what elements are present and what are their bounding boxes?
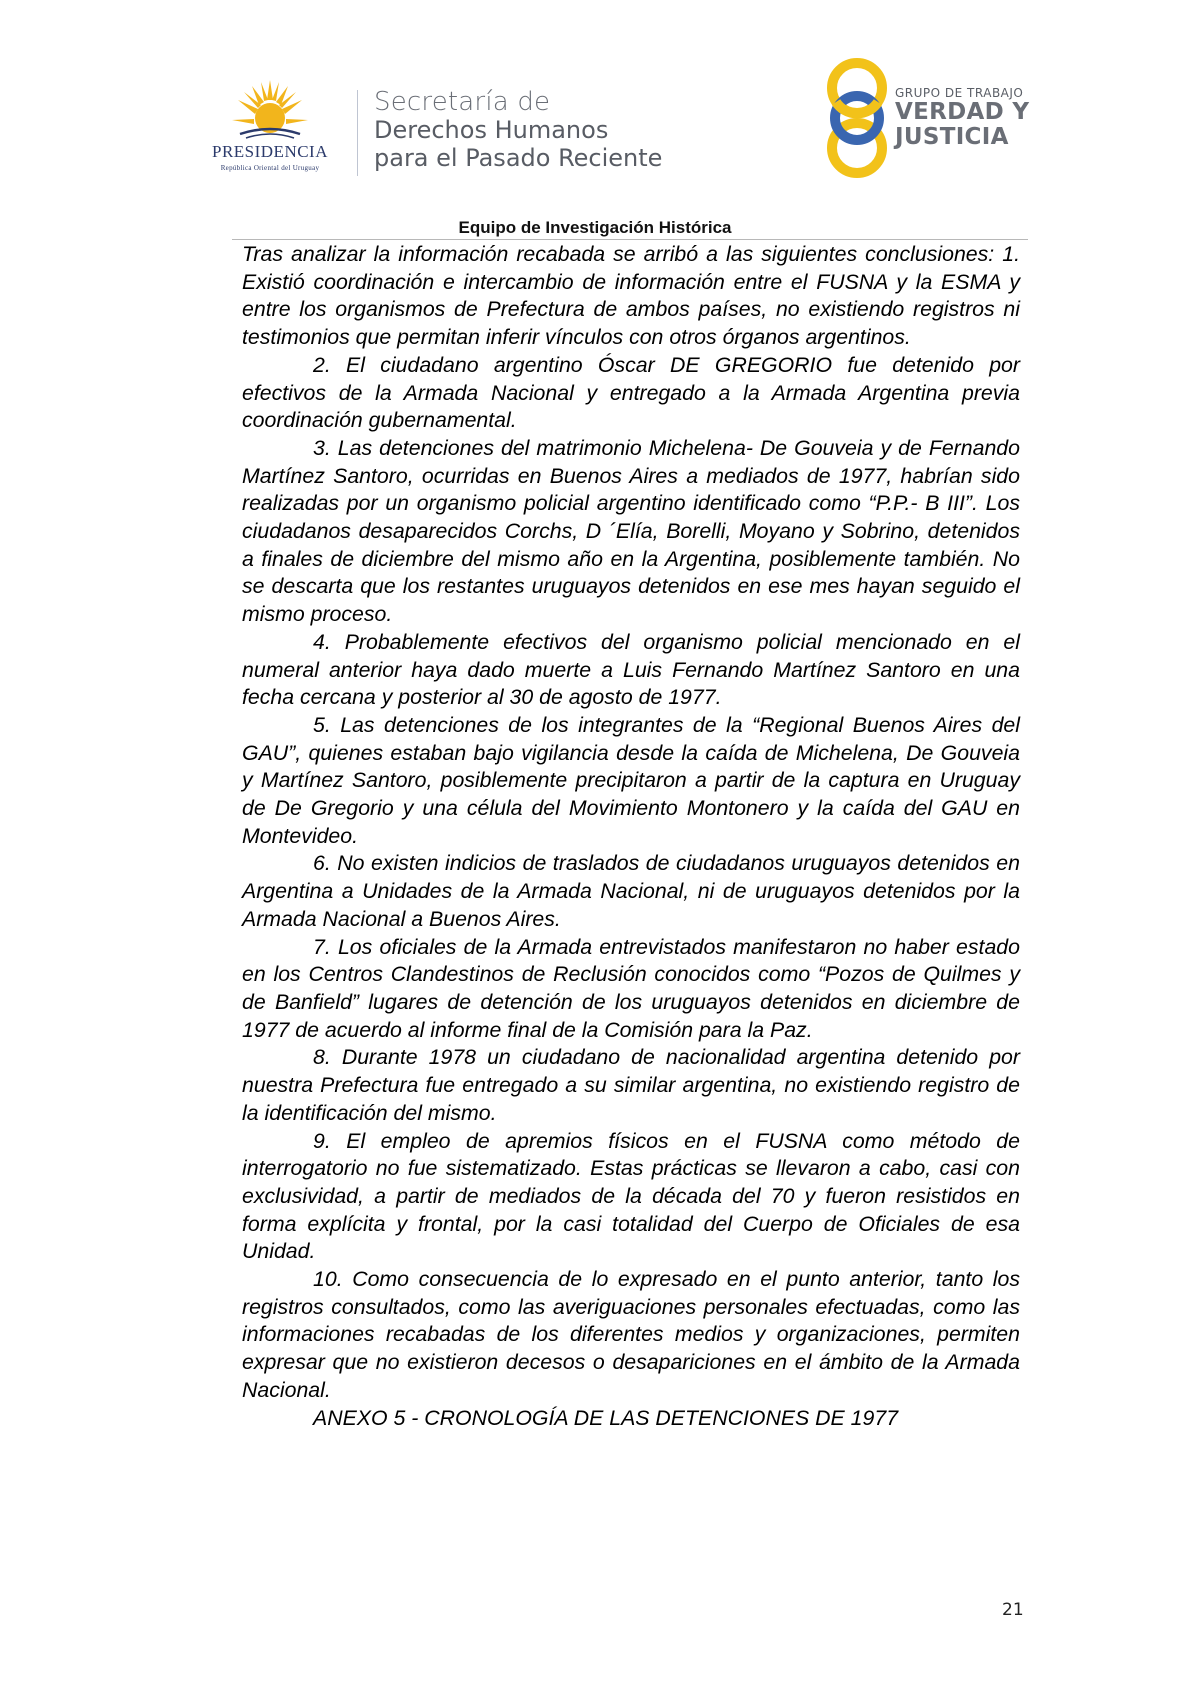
secretaria-title <box>374 88 662 172</box>
document-body <box>242 241 1020 1432</box>
grupo-trabajo-title <box>895 86 1029 150</box>
presidencia-subtitle: República Oriental del Uruguay <box>220 164 320 172</box>
justicia-label: JUSTICIA <box>895 124 1009 150</box>
logo-divider <box>357 90 358 176</box>
paragraph-8: 8. Durante 1978 un ciudadano de nacionalidad argentina detenido por nuestra Prefectura fue entregado a su similar argentina, no existiendo registro de la identificación del mismo. <box>242 1045 1020 1125</box>
paragraph-2: 2. El ciudadano argentino Óscar DE GREGORIO fue detenido por efectivos de la Armada Nacional y entregado a la Armada Argentina previa coordinación gubernamental. <box>242 352 1020 433</box>
secretaria-line-3: para el Pasado Reciente <box>374 144 663 172</box>
annex-title: ANEXO 5 - CRONOLOGÍA DE LAS DETENCIONES DE 1977 <box>313 1405 899 1430</box>
grupo-trabajo-label: GRUPO DE TRABAJO <box>895 86 1024 100</box>
verdad-y-label: VERDAD Y <box>895 99 1030 125</box>
paragraph-3: 3. Las detenciones del matrimonio Michelena- De Gouveia y de Fernando Martínez Santoro, ocurridas en Buenos Aires a mediados de 1977, habrían sido realizadas por un organismo policial argentino identificado como “P.P.- B III”. Los ciudadanos desaparecidos Corchs, D ´Elía, Borelli, Moyano y Sobrino, detenidos a finales de diciembre del mismo año en la Argentina, posiblemente también. No se descarta que los restantes uruguayos detenidos en ese mes hayan seguido el mismo proceso. <box>242 435 1020 627</box>
team-title: Equipo de Investigación Histórica <box>458 218 732 237</box>
secretaria-line-2: Derechos Humanos <box>374 116 609 144</box>
paragraph-4: 4. Probablemente efectivos del organismo policial mencionado en el numeral anterior haya dado muerte a Luis Fernando Martínez Santoro en una fecha cercana y posterior al 30 de agosto de 1977. <box>242 629 1020 710</box>
paragraph-7: 7. Los oficiales de la Armada entrevistados manifestaron no haber estado en los Centros Clandestinos de Reclusión conocidos como “Pozos de Quilmes y de Banfield” lugares de detención de los uruguayos detenidos en diciembre de 1977 de acuerdo al informe final de la Comisión para la Paz. <box>242 934 1020 1042</box>
grupo-trabajo-rings-icon <box>822 56 892 180</box>
paragraph-5: 5. Las detenciones de los integrantes de la “Regional Buenos Aires del GAU”, quienes estaban bajo vigilancia desde la caída de Michelena, De Gouveia y Martínez Santoro, posiblemente precipitaron a partir de la captura en Uruguay de De Gregorio y una célula del Movimiento Montonero y la caída del GAU en Montevideo. <box>242 712 1020 848</box>
presidencia-logo <box>195 78 345 178</box>
secretaria-line-1: Secretaría de <box>374 87 551 117</box>
page-header <box>0 0 1190 237</box>
presidencia-name: PRESIDENCIA <box>211 142 328 161</box>
header-rule <box>232 239 1028 240</box>
sun-emblem-icon <box>230 78 310 142</box>
page-number: 21 <box>1002 1600 1024 1620</box>
paragraph-9: 9. El empleo de apremios físicos en el FUSNA como método de interrogatorio no fue sistematizado. Estas prácticas se llevaron a cabo, casi con exclusividad, a partir de mediados de la década del 70 y fueron resistidos en forma explícita y frontal, por la casi totalidad del Cuerpo de Oficiales de esa Unidad. <box>242 1128 1020 1264</box>
paragraph-10: 10. Como consecuencia de lo expresado en el punto anterior, tanto los registros consultados, como las averiguaciones personales efectuadas, como las informaciones recabadas de los diferentes medios y organizaciones, permiten expresar que no existieron decesos o desapariciones en el ámbito de la Armada Nacional. <box>242 1267 1020 1402</box>
paragraph-1: Tras analizar la información recabada se arribó a las siguientes conclusiones: 1. Existió coordinación e intercambio de información entre el FUSNA y la ESMA y entre los organismos de Prefectura de ambos países, no existiendo registros ni testimonios que permitan inferir vínculos con otros órganos argentinos. <box>242 242 1020 350</box>
paragraph-6: 6. No existen indicios de traslados de ciudadanos uruguayos detenidos en Argentina a Unidades de la Armada Nacional, ni de uruguayos detenidos por la Armada Nacional a Buenos Aires. <box>242 851 1020 931</box>
